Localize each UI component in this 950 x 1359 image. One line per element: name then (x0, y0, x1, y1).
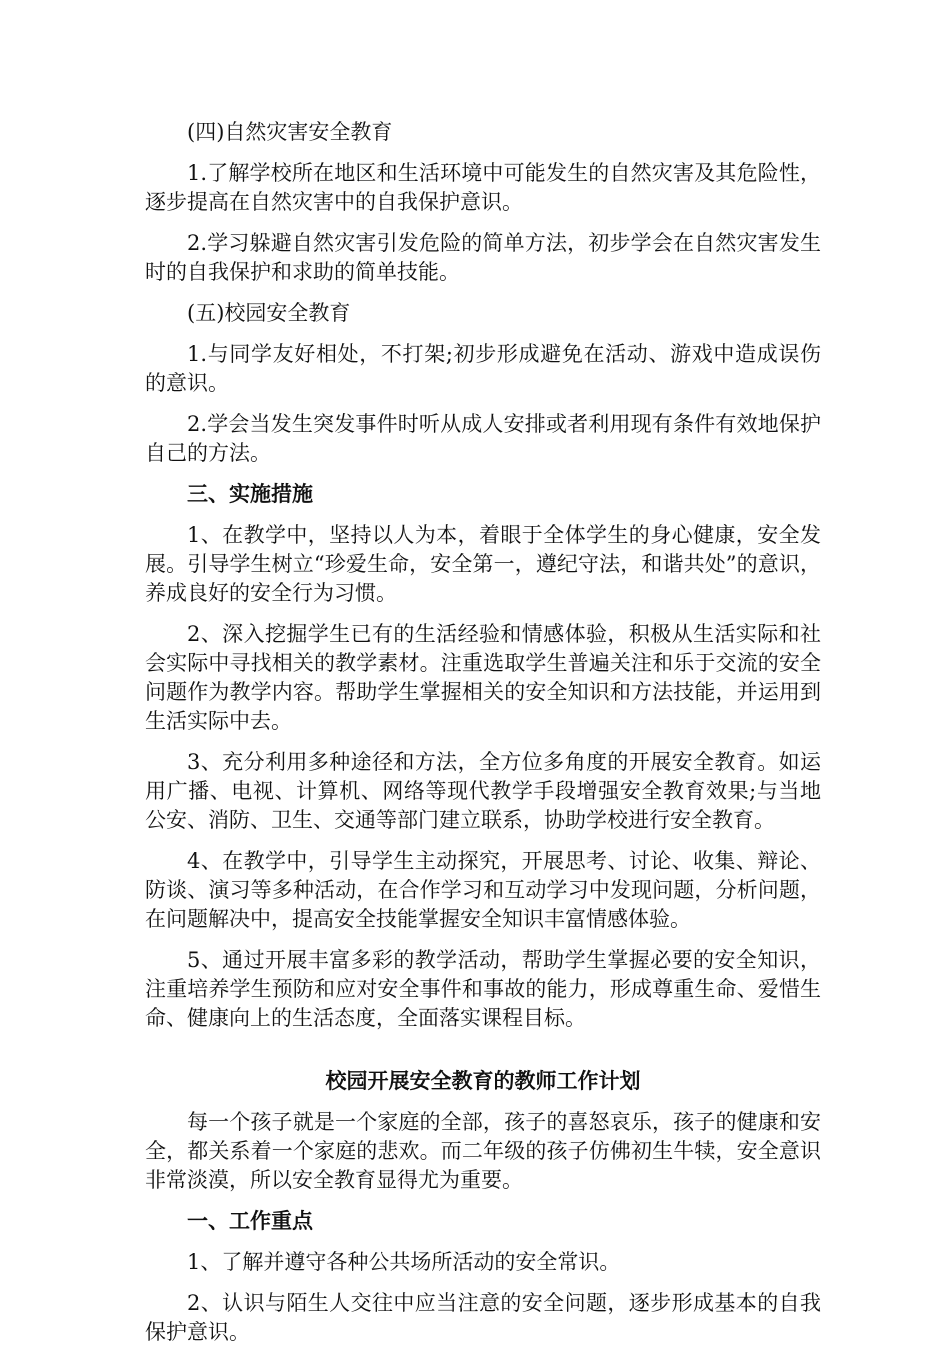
section-heading-measures: 三、实施措施 (187, 482, 313, 506)
paragraph: 1.与同学友好相处，不打架;初步形成避免在活动、游戏中造成误伤的意识。 (145, 342, 821, 395)
document-page (145, 118, 821, 1359)
paragraph: 4、在教学中，引导学生主动探究，开展思考、讨论、收集、辩论、防谈、演习等多种活动，在合作学习和互动学习中发现问题，分析问题，在问题解决中，提高安全技能掌握安全知识丰富情感体验。 (145, 849, 821, 931)
paragraph: 5、通过开展丰富多彩的教学活动，帮助学生掌握必要的安全知识，注重培养学生预防和应对安全事件和事故的能力，形成尊重生命、爱惜生命、健康向上的生活态度，全面落实课程目标。 (145, 948, 821, 1030)
paragraph: 3、充分利用多种途径和方法，全方位多角度的开展安全教育。如运用广播、电视、计算机、网络等现代教学手段增强安全教育效果;与当地公安、消防、卫生、交通等部门建立联系，协助学校进行安全教育。 (145, 750, 821, 832)
paragraph: 2、认识与陌生人交往中应当注意的安全问题，逐步形成基本的自我保护意识。 (145, 1291, 821, 1344)
paragraph: 1、了解并遵守各种公共场所活动的安全常识。 (187, 1250, 621, 1274)
paragraph: 2.学习躲避自然灾害引发危险的简单方法，初步学会在自然灾害发生时的自我保护和求助的简单技能。 (145, 231, 821, 284)
section-heading-campus-safety: (五)校园安全教育 (187, 301, 351, 325)
paragraph: 1.了解学校所在地区和生活环境中可能发生的自然灾害及其危险性，逐步提高在自然灾害中的自我保护意识。 (145, 161, 821, 214)
document-title: 校园开展安全教育的教师工作计划 (325, 1069, 641, 1093)
paragraph: 2、深入挖掘学生已有的生活经验和情感体验，积极从生活实际和社会实际中寻找相关的教学素材。注重选取学生普遍关注和乐于交流的安全问题作为教学内容。帮助学生掌握相关的安全知识和方法技能，并运用到生活实际中去。 (145, 622, 821, 733)
paragraph: 1、在教学中，坚持以人为本，着眼于全体学生的身心健康，安全发展。引导学生树立“珍爱生命，安全第一，遵纪守法，和谐共处”的意识，养成良好的安全行为习惯。 (145, 523, 821, 605)
paragraph: 每一个孩子就是一个家庭的全部，孩子的喜怒哀乐，孩子的健康和安全，都关系着一个家庭的悲欢。而二年级的孩子仿佛初生牛犊，安全意识非常淡漠，所以安全教育显得尤为重要。 (145, 1110, 821, 1192)
paragraph: 2.学会当发生突发事件时听从成人安排或者利用现有条件有效地保护自己的方法。 (145, 412, 821, 465)
section-heading-focus: 一、工作重点 (187, 1209, 313, 1233)
section-heading-natural-disaster: (四)自然灾害安全教育 (187, 120, 393, 144)
